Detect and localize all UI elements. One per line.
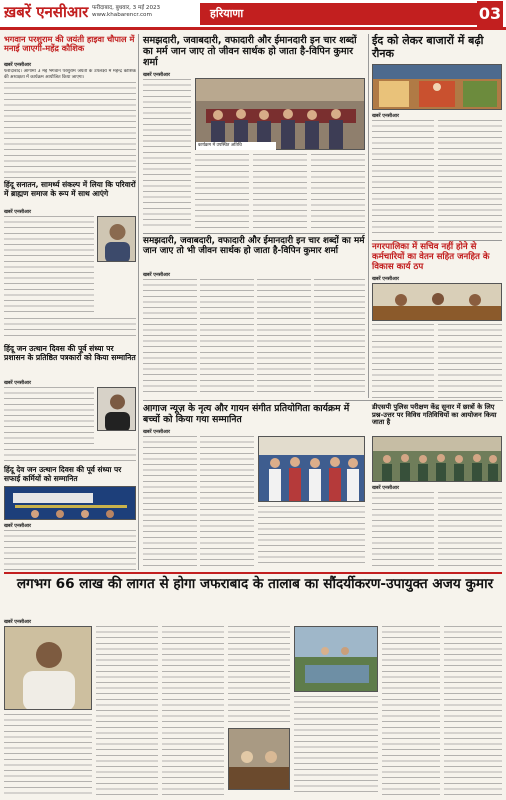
story-body-text xyxy=(311,154,365,230)
newspaper-logo: ख़बरें एनसीआर xyxy=(4,3,89,21)
story-body-text xyxy=(258,506,365,566)
workshop-photo xyxy=(372,436,502,482)
pond-photo xyxy=(294,626,378,692)
masthead xyxy=(0,0,506,30)
story-byline: खबरें एनसीआर xyxy=(4,620,31,625)
story-body-text xyxy=(438,492,502,568)
portrait-photo xyxy=(97,216,136,262)
photo-caption: कार्यक्रम में उपस्थित अतिथि xyxy=(196,142,276,150)
section-divider xyxy=(143,233,365,234)
story-body-text xyxy=(143,79,191,229)
story-byline: खबरें एनसीआर xyxy=(372,486,399,491)
story-body-text xyxy=(253,154,307,230)
section-divider xyxy=(372,240,502,241)
story-body-text xyxy=(143,436,197,566)
website: www.khabarencr.com xyxy=(92,12,152,18)
page-number: 03 xyxy=(477,1,503,27)
story-body-text xyxy=(382,626,440,796)
story-body-text xyxy=(162,626,224,796)
story-body-text xyxy=(228,626,290,724)
story-headline: डीएसपी पुलिस परीक्षण केंद्र सुनार में छात्रों के लिए प्रश्न-उत्तर पर विविध गतिविधियों का आयोजन किया जाता है xyxy=(372,403,497,427)
story-headline: ईद को लेकर बाजारों में बढ़ी रौनक xyxy=(372,34,484,60)
story-body-text xyxy=(4,216,94,316)
market-photo xyxy=(372,64,502,110)
story-body-text xyxy=(4,714,92,796)
story-body-text xyxy=(257,279,311,396)
issue-date: फरीदाबाद, बुधवार, 3 मई 2023 xyxy=(92,5,161,11)
story-body-text xyxy=(4,318,136,340)
story-headline: हिंदू सनातन, सामर्थ्य संकल्प में लिया कि परिवारों में ब्राह्मण समाज के रूप में साथ आएंगे xyxy=(4,180,136,198)
story-byline: खबरें एनसीआर xyxy=(143,273,170,278)
story-byline: खबरें एनसीआर xyxy=(4,210,31,215)
story-body-text xyxy=(444,626,502,796)
story-body-text xyxy=(4,530,136,570)
story-body-text xyxy=(4,449,136,463)
story-headline: आगाज न्यूज़ के नृत्य और गायन संगीत प्रतियोगिता कार्यक्रम में बच्चों को किया गया सम्मानित xyxy=(143,403,350,425)
official-photo xyxy=(4,626,92,710)
story-intro: फरीदाबाद। आगामी 3 मई भगवान परशुराम जयंती के उपलक्ष्य में महेन्द्र कौशिक की अध्यक्षता में कार्यक्रम आयोजित किया जाएगा। xyxy=(4,69,136,80)
story-byline: खबरें एनसीआर xyxy=(372,114,399,119)
story-headline: समझदारी, जवाबदारी, वफादारी और ईमानदारी इन चार शब्दों का मर्म जान जाए तो भी जीवन सार्थक हो जाता है-विपिन कुमार शर्मा xyxy=(143,236,365,257)
award-photo xyxy=(258,436,365,502)
portrait-photo xyxy=(97,387,136,431)
office-photo xyxy=(372,283,502,321)
story-body-text xyxy=(4,387,94,447)
story-body-text xyxy=(200,279,254,396)
column-divider xyxy=(138,34,139,570)
story-body-text xyxy=(372,492,434,568)
section-divider xyxy=(143,400,503,401)
story-headline: नगरपालिका में सचिव नहीं होने से कर्मचारियों का वेतन सहित जनहित के विकास कार्य ठप xyxy=(372,242,490,272)
story-body-text xyxy=(314,279,365,396)
section-title: हरियाणा xyxy=(200,3,480,25)
story-body-text xyxy=(438,324,502,398)
story-body-text xyxy=(4,82,136,178)
meeting-photo xyxy=(228,728,290,790)
story-byline: खबरें एनसीआर xyxy=(143,73,170,78)
story-body-text xyxy=(372,120,434,236)
story-body-text xyxy=(96,626,158,796)
story-byline: खबरें एनसीआर xyxy=(4,63,31,68)
story-body-text xyxy=(200,436,254,566)
section-divider xyxy=(4,572,502,574)
column-divider xyxy=(368,34,369,398)
event-photo xyxy=(195,78,365,150)
banner-headline: लगभग 66 लाख की लागत से होगा जफराबाद के तालाब का सौंदर्यीकरण-उपायुक्त अजय कुमार xyxy=(16,576,494,592)
story-headline: भगवान परशुराम की जयंती हाइवा चौपाल में मनाई जाएगी-महेंद्र कौशिक xyxy=(4,34,135,54)
story-byline: खबरें एनसीआर xyxy=(4,381,31,386)
story-headline: हिंदू जन उत्थान दिवस की पूर्व संध्या पर प्रशासन के प्रतिष्ठित पत्रकारों को किया सम्मानित xyxy=(4,344,136,362)
story-body-text xyxy=(294,696,378,796)
story-body-text xyxy=(143,279,197,396)
story-byline: खबरें एनसीआर xyxy=(4,524,31,529)
lead-headline: समझदारी, जवाबदारी, वफादारी और ईमानदारी इन चार शब्दों का मर्म जान जाए तो जीवन सार्थक हो जाता है-विपिन कुमार शर्मा xyxy=(143,35,357,69)
story-byline: खबरें एनसीआर xyxy=(143,430,170,435)
story-byline: खबरें एनसीआर xyxy=(372,277,399,282)
story-body-text xyxy=(195,154,249,230)
event-photo xyxy=(4,486,136,520)
story-body-text xyxy=(438,120,502,236)
story-body-text xyxy=(372,324,434,398)
story-headline: हिंदू देव जन उत्थान दिवस की पूर्व संध्या पर सफाई कर्मियों को सम्मानित xyxy=(4,465,122,483)
